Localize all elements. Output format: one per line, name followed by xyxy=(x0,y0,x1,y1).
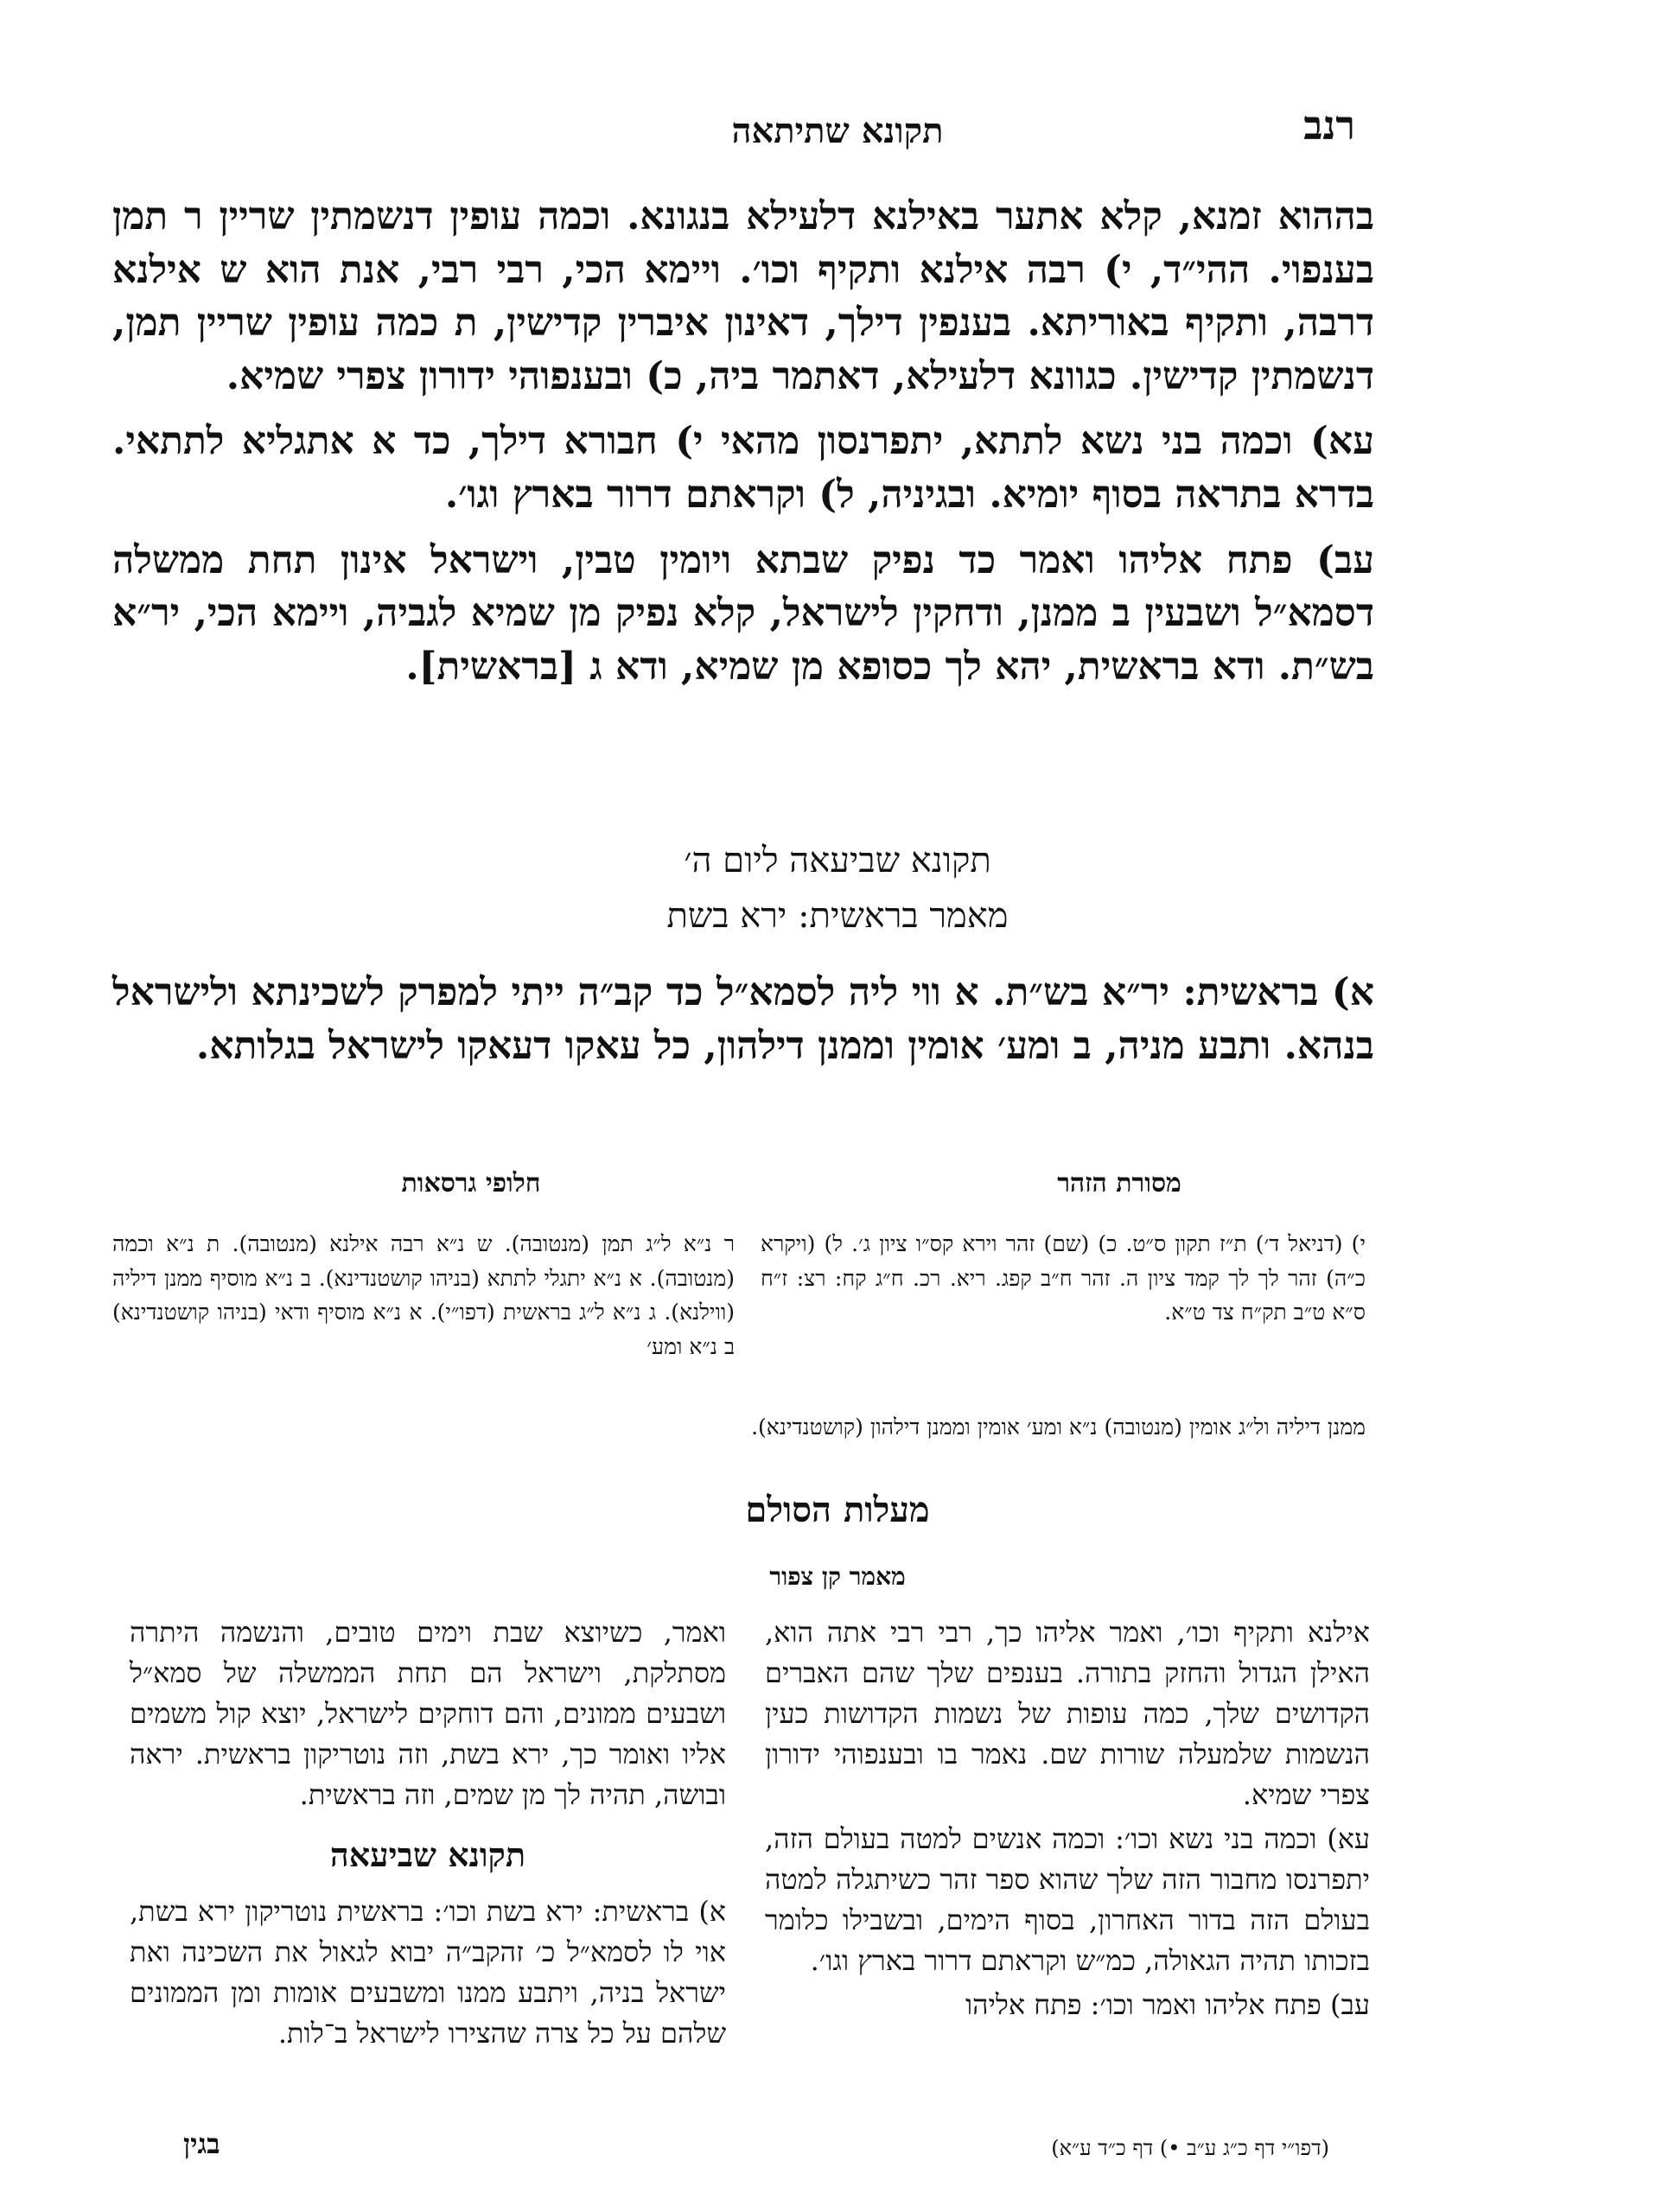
paragraph: עב) פתח אליהו ואמר כד נפיק שבתא ויומין טבין, וישראל אינון תחת ממשלה דסמא״ל ושבעין ב ממנן, ודחקין לישראל, קלא נפיק מן שמיא לגביה, ויימא הכי, יר״א בש״ת. ודא בראשית, יהא לך כסופא מן שמיא, ודא ג [בראשית]. xyxy=(112,537,1374,689)
paragraph: עב) פתח אליהו ואמר וכו׳: פתח אליהו xyxy=(965,1988,1370,2022)
paragraph: ואמר, כשיוצא שבת וימים טובים, והנשמה היתרה מסתלקת, וישראל הם תחת הממשלה של סמא״ל ושבעים ממונים, והם דוחקים לישראל, יוצא קול משמים אליו ואומר כך, ירא בשת, וזה נוטריקון בראשית. יראה ובושה, תהיה לך מן שמים, וזה בראשית. xyxy=(130,1616,726,1812)
catchword: בגין xyxy=(183,2127,220,2160)
chilufei-title: חלופי גרסאות xyxy=(401,1168,541,1198)
right-column-footer-reference: (דפו״י דף כ״ג ע״ב •) דף כ״ד ע״א) xyxy=(1051,2136,1329,2160)
left-column-subtitle: תקונא שביעאה xyxy=(329,1835,526,1875)
paragraph: עא) וכמה בני נשא וכו׳: וכמה אנשים למטה בעולם הזה, יתפרנסו מחבור הזה שלך שהוא ספר זהר כשיתגלה למטה בעולם הזה בדור האחרון, בסוף הימים, ובשבילו כלומר בזכותו תהיה הגאולה, כמ״ש וקראתם דרור בארץ וגו׳. xyxy=(765,1822,1370,1978)
paragraph: בההוא זמנא, קלא אתער באילנא דלעילא בנגונא. וכמה עופין דנשמתין שריין ר תמן בענפוי. ההי״ד, י) רבה אילנא ותקיף וכו׳. ויימא הכי, רבי רבי, אנת הוא ש אילנא דרבה, ותקיף באוריתא. בענפין דילך, דאינון איברין קדישין, ת כמה עופין שריין תמן, דנשמתין קדישין. כגוונא דלעילא, דאתמר ביה, כ) ובענפוהי ידורון צפרי שמיא. xyxy=(112,194,1374,398)
chilufei-notes-continuation: ממנן דיליה ול״ג אומין (מנטובה) נ״א ומע׳ אומין וממנן דילהון (קושטנדינא). xyxy=(751,1414,1366,1440)
masoret-title: מסורת הזהר xyxy=(1057,1168,1181,1198)
running-title: תקונא שתיתאה xyxy=(731,111,944,151)
page-number: רנב xyxy=(1303,102,1355,149)
commentary-left-column xyxy=(130,1612,726,2054)
commentary-subtitle: מאמר קן צפור xyxy=(769,1562,906,1591)
section-title-line1: תקונא שביעאה ליום ה׳ xyxy=(684,841,991,880)
commentary-title: מעלות הסולם xyxy=(745,1490,930,1530)
upper-zohar-text xyxy=(112,190,1374,693)
masoret-notes: י) (דניאל ד׳) ת״ז תקון ס״ט. כ) (שם) זהר וירא קס״ו ציון ג׳. ל) (ויקרא כ״ה) זהר לך לך קמד ציון ה. זהר ח״ב קפג. ריא. רכ. ח״ג קח: רצ: ז״ח ס״א ט״ב תק״ח צד ט״א. xyxy=(761,1231,1366,1325)
commentary-right-column xyxy=(765,1612,1370,2025)
paragraph: א) בראשית: יר״א בש״ת. א ווי ליה לסמא״ל כד קב״ה ייתי למפרק לשכינתא ולישראל בנהא. ותבע מניה, ב ומע׳ אומין וממנן דילהון, כל עאקו דעאקו לישראל בגלותא. xyxy=(112,970,1374,1068)
paragraph: א) בראשית: ירא בשת וכו׳: בראשית נוטריקון ירא בשת, אוי לו לסמא״ל כ׳ זהקב״ה יבוא לגאול את השכינה ואת ישראל בניה, ויתבע ממנו ומשבעים אומות ומן הממונים שלהם על כל צרה שהצירו לישראל ב־לות. xyxy=(130,1895,726,2050)
paragraph: עא) וכמה בני נשא לתתא, יתפרנסון מהאי י) חבורא דילך, כד א אתגליא לתתאי. בדרא בתראה בסוף יומיא. ובגיניה, ל) וקראתם דרור בארץ וגו׳. xyxy=(112,419,1374,517)
section-zohar-text xyxy=(112,966,1374,1072)
section-title-line2: מאמר בראשית: ירא בשת xyxy=(666,896,1009,936)
chilufei-notes: ר נ״א ל״ג תמן (מנטובה). ש נ״א רבה אילנא (מנטובה). ת נ״א וכמה (מנטובה). א נ״א יתגלי לתתא (בניהו קושטנדינא). ב נ״א מוסיף ממנן דיליה (ווילנא). ג נ״א ל״ג בראשית (דפו״י). א נ״א מוסיף ודאי (בניהו קושטנדינא) ב נ״א ומע׳ xyxy=(112,1231,735,1359)
paragraph: אילנא ותקיף וכו׳, ואמר אליהו כך, רבי רבי אתה הוא, האילן הגדול והחזק בתורה. בענפים שלך שהם האברים הקדושים שלך, כמה עופות של נשמות הקדושות כעין הנשמות שלמעלה שורות שם. נאמר בו ובענפוהי ידורון צפרי שמיא. xyxy=(765,1616,1370,1812)
